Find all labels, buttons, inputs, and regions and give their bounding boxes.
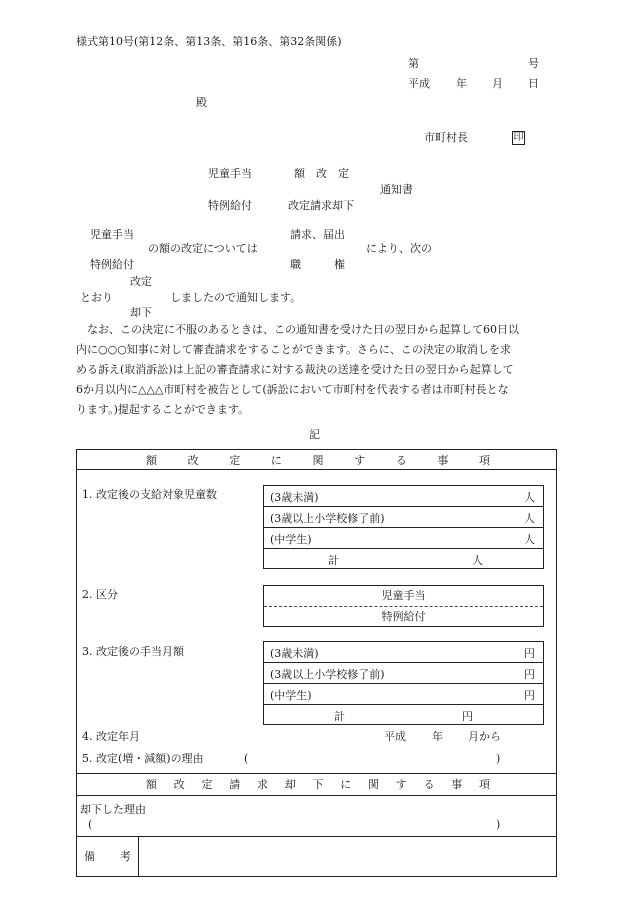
header-char: に <box>340 778 352 791</box>
notice-line: なお、この決定に不服のあるときは、この通知書を受けた日の翌日から起算して60日以 <box>76 323 519 336</box>
date-day: 日 <box>528 77 539 90</box>
date-era: 平成 <box>408 77 430 90</box>
row-unit: 円 <box>524 668 535 681</box>
category-option-1: 児童手当 <box>381 589 426 602</box>
row-label: (3歳未満) <box>270 647 319 660</box>
header-char: 請 <box>229 778 241 791</box>
header-char: 額 <box>146 778 157 791</box>
category-option-2: 特例給付 <box>381 610 426 623</box>
title-action-1: 額 改 定 <box>294 167 349 180</box>
body-basis-1: 請求、届出 <box>290 228 345 241</box>
row-unit: 円 <box>524 689 535 702</box>
row-unit: 人 <box>524 533 535 546</box>
ki-mark: 記 <box>309 428 320 441</box>
total-row <box>264 549 543 570</box>
form-number: 様式第10号(第12条、第13条、第16条、第32条関係) <box>76 35 342 48</box>
header-char: に <box>270 454 282 467</box>
item5-label: 5. 改定(増・減額)の理由 <box>82 752 204 765</box>
header-char: る <box>423 778 435 791</box>
row-label: (3歳以上小学校修了前) <box>270 512 385 525</box>
total-unit: 人 <box>472 554 483 567</box>
item4-year: 年 <box>432 730 443 743</box>
dashed-divider <box>264 606 543 607</box>
body-mid-text: の額の改定については <box>148 242 258 255</box>
header-char: 改 <box>173 778 185 791</box>
total-row <box>264 705 543 726</box>
header-char: 関 <box>312 454 324 467</box>
total-unit: 円 <box>462 710 473 723</box>
body-trail: しましたので通知します。 <box>170 291 302 304</box>
title-allowance-2: 特例給付 <box>208 199 252 212</box>
row-unit: 人 <box>524 512 535 525</box>
body-basis-2: 職 権 <box>290 258 345 271</box>
total-label: 計 <box>334 710 345 723</box>
table-row <box>264 486 543 507</box>
section-header-rejection <box>146 778 490 792</box>
divider <box>76 773 557 774</box>
addressee-suffix: 殿 <box>196 96 207 109</box>
body-allowance-2: 特例給付 <box>90 258 134 271</box>
total-label: 計 <box>328 554 339 567</box>
reject-reason-label: 却下した理由 <box>80 803 146 816</box>
title-doc-type: 通知書 <box>380 183 413 196</box>
reject-close-paren: ) <box>496 818 501 831</box>
notice-line: 内に○○○知事に対して審査請求をすることができます。さらに、この決定の取消しを求 <box>76 343 511 356</box>
divider <box>76 795 557 796</box>
body-lead: とおり <box>80 291 113 304</box>
notice-line: ります。)提起することができます。 <box>76 403 250 416</box>
body-by-text: により、次の <box>366 242 432 255</box>
issuer-title: 市町村長 <box>424 131 468 144</box>
row-label: (3歳未満) <box>270 491 319 504</box>
item5-open-paren: ( <box>244 752 249 765</box>
row-label: (3歳以上小学校修了前) <box>270 668 385 681</box>
row-label: (中学生) <box>270 689 312 702</box>
divider <box>76 469 557 470</box>
header-char: 事 <box>451 778 463 791</box>
table-row <box>264 663 543 684</box>
section-header-revision <box>146 454 490 468</box>
header-char: す <box>395 778 407 791</box>
header-char: 項 <box>479 454 490 467</box>
title-action-2: 改定請求却下 <box>288 199 354 212</box>
item4-label: 4. 改定年月 <box>82 730 140 743</box>
row-unit: 人 <box>524 491 535 504</box>
header-char: 関 <box>368 778 379 791</box>
notice-line: める訴え(取消訴訟)は上記の審査請求に対する裁決の送達を受けた日の翌日から起算して <box>76 363 514 376</box>
body-allowance-1: 児童手当 <box>90 228 134 241</box>
header-char: 改 <box>187 454 199 467</box>
body-result-2: 却下 <box>130 306 152 319</box>
header-char: 額 <box>146 454 157 467</box>
item5-close-paren: ) <box>496 752 501 765</box>
remarks-divider <box>138 836 139 877</box>
item3-label: 3. 改定後の手当月額 <box>82 645 184 658</box>
header-char: 事 <box>437 454 449 467</box>
item1-label: 1. 改定後の支給対象児童数 <box>82 488 217 501</box>
item2-category-box <box>263 585 544 627</box>
notice-line: 6か月以内に△△△市町村を被告として(訴訟において市町村を代表する者は市町村長とな <box>76 383 509 396</box>
row-label: (中学生) <box>270 533 312 546</box>
date-month: 月 <box>492 77 503 90</box>
header-char: 下 <box>312 778 324 791</box>
header-char: 項 <box>479 778 490 791</box>
table-row <box>264 684 543 705</box>
doc-number-prefix: 第 <box>408 57 419 70</box>
date-year: 年 <box>456 77 467 90</box>
table-row <box>264 507 543 528</box>
row-unit: 円 <box>524 647 535 660</box>
header-char: る <box>395 454 407 467</box>
remarks-char-2: 考 <box>120 850 131 863</box>
doc-number-suffix: 号 <box>528 57 539 70</box>
remarks-char-1: 備 <box>84 850 95 863</box>
header-char: 定 <box>201 778 213 791</box>
appeal-notice <box>76 320 560 420</box>
divider <box>76 836 557 837</box>
item2-label: 2. 区分 <box>82 588 118 601</box>
reject-open-paren: ( <box>88 818 93 831</box>
table-row <box>264 642 543 663</box>
item4-month: 月から <box>468 730 501 743</box>
seal-mark: 印 <box>513 132 524 143</box>
item3-amount-box <box>263 641 544 725</box>
body-result-1: 改定 <box>130 275 152 288</box>
header-char: 求 <box>257 778 268 791</box>
table-row <box>264 528 543 549</box>
title-allowance-1: 児童手当 <box>208 167 252 180</box>
item4-era: 平成 <box>384 730 406 743</box>
header-char: 却 <box>284 778 296 791</box>
header-char: 定 <box>229 454 241 467</box>
item1-children-box <box>263 485 544 569</box>
header-char: す <box>354 454 366 467</box>
